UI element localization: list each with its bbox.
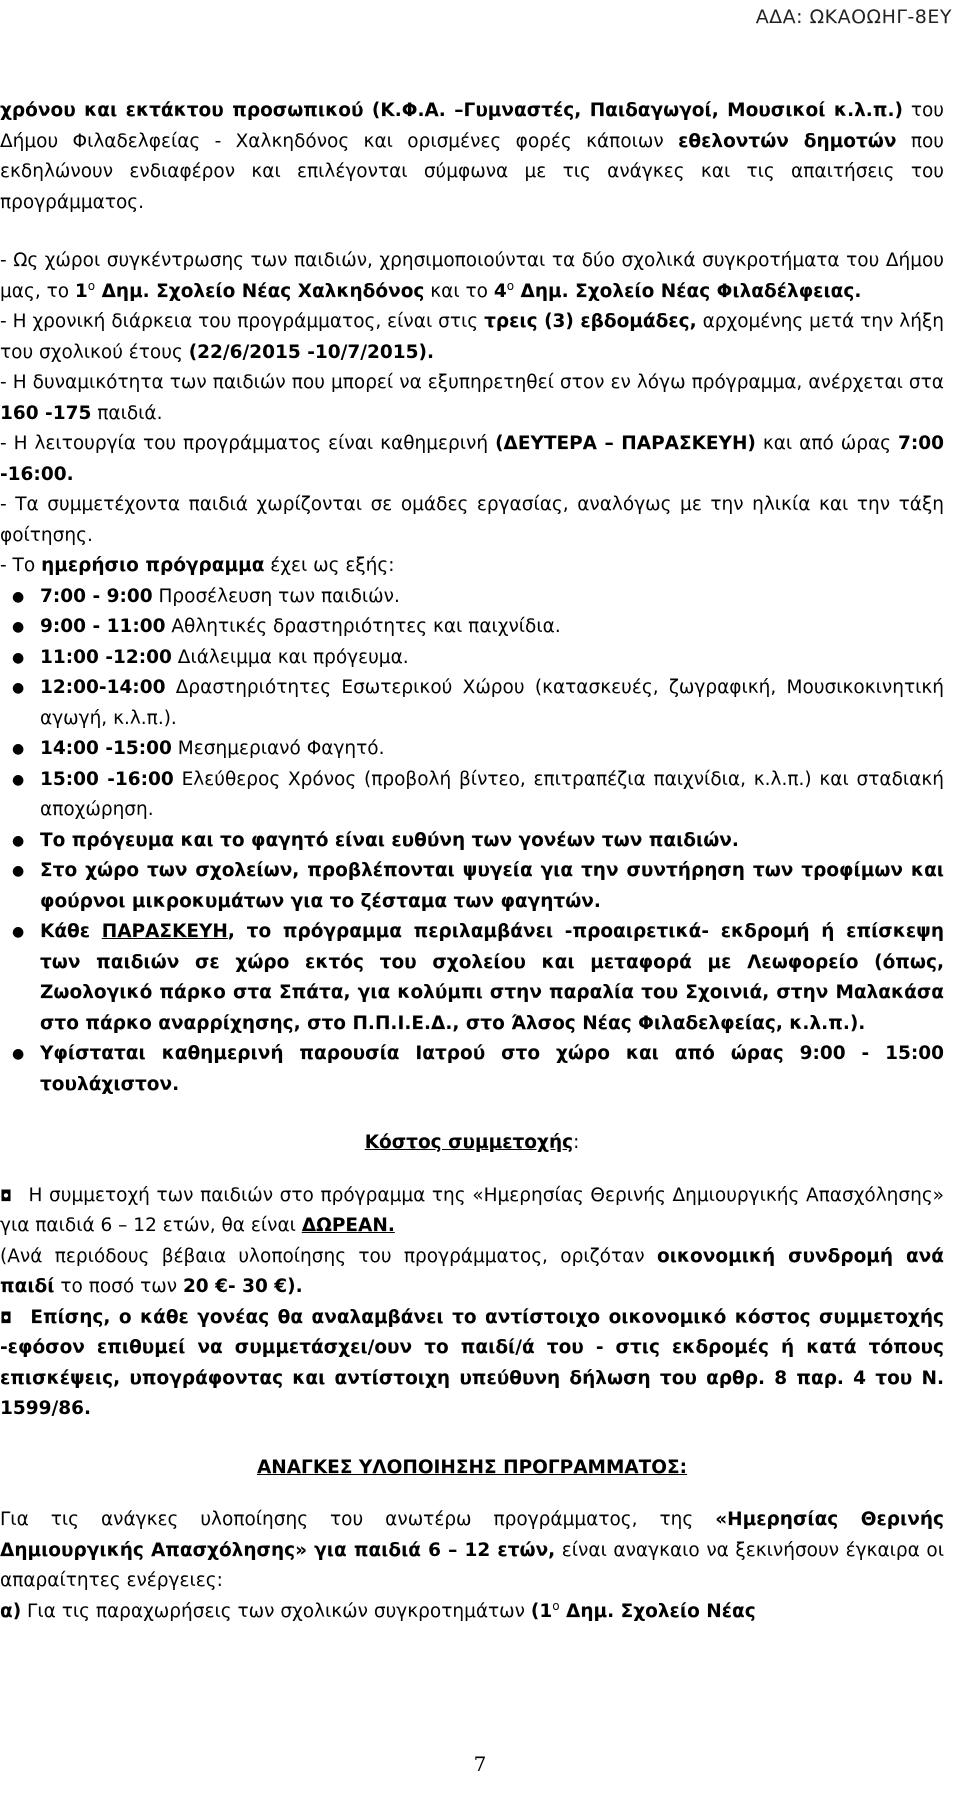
cost-paragraph-1: ◘ Η συμμετοχή των παιδιών στο πρόγραμμα της «Ημερησίας Θερινής Δημιουργικής Απασχόλησης» για παιδιά 6 – 12 ετών, θα είναι ΔΩΡΕΑΝ. (0, 1184, 944, 1236)
schedule-list (0, 582, 944, 1101)
list-item: ● Στο χώρο των σχολείων, προβλέπονται ψυγεία για την συντήρηση των τροφίμων και φούρνοι μικροκυμάτων για το ζέσταμα των φαγητών. (0, 856, 944, 917)
groups-paragraph: - Τα συμμετέχοντα παιδιά χωρίζονται σε ομάδες εργασίας, αναλόγως με την ηλικία και την τάξη φοίτησης. (0, 494, 944, 546)
spacer (0, 1425, 944, 1453)
needs-paragraph: Για τις ανάγκες υλοποίησης του ανωτέρω προγράμματος, της «Ημερησίας Θερινής Δημιουργικής Απασχόλησης» για παιδιά 6 – 12 ετών, είναι αναγκαιο να ξεκινήσουν έγκαιρα οι απαραίτητες ενέργειες: (0, 1509, 944, 1591)
list-item: ● 11:00 -12:00 Διάλειμμα και πρόγευμα. (0, 643, 944, 674)
cost-paragraph-2: (Ανά περιόδους βέβαια υλοποίησης του προγράμματος, οριζόταν οικονομική συνδρομή ανά παιδί το ποσό των 20 €- 30 €). (0, 1245, 944, 1297)
friday-label: ΠΑΡΑΣΚΕΥΗ (101, 921, 228, 942)
needs-item-a: α) Για τις παραχωρήσεις των σχολικών συγκροτημάτων ($1^o$ Δημ. Σχολείο Νέας (0, 1598, 756, 1622)
page-number: 7 (473, 1752, 487, 1776)
date-range: (22/6/2015 -10/7/2015). (188, 341, 434, 363)
school-1: Δημ. Σχολείο Νέας Χαλκηδόνος (95, 280, 425, 302)
list-item: ● 15:00 -16:00 Ελεύθερος Χρόνος (προβολή βίντεο, επιτραπέζια παιχνίδια, κ.λ.π.) και σταδιακή αποχώρηση. (0, 765, 944, 826)
list-item: ● 14:00 -15:00 Μεσημεριανό Φαγητό. (0, 734, 944, 765)
spacer (0, 1100, 944, 1128)
staff-types: χρόνου και εκτάκτου προσωπικού (Κ.Φ.Α. –Γυμναστές, Παιδαγωγοί, Μουσικοί κ.λ.π.) (0, 100, 903, 121)
spacer (0, 1483, 944, 1505)
daily-intro: - Το ημερήσιο πρόγραμμα έχει ως εξής: (0, 555, 395, 576)
list-item: ● Το πρόγευμα και το φαγητό είναι ευθύνη των γονέων των παιδιών. (0, 826, 944, 857)
list-item: ● 12:00-14:00 Δραστηριότητες Εσωτερικού Χώρου (κατασκευές, ζωγραφική, Μουσικοκινητική αγωγή, κ.λ.π.). (0, 673, 944, 734)
spacer (0, 218, 944, 246)
list-item: ● Υφίσταται καθημερινή παρουσία Ιατρού στο χώρο και από ώρας 9:00 - 15:00 τουλάχιστον. (0, 1039, 944, 1100)
list-item: ● Κάθε ΠΑΡΑΣΚΕΥΗ, το πρόγραμμα περιλαμβάνει -προαιρετικά- εκδρομή ή επίσκεψη των παιδιών σε χώρο εκτός του σχολείου και μεταφορά με Λεωφορείο (όπως, Ζωολογικό πάρκο στα Σπάτα, για κολύμπι στην παραλία του Σχοινιά, στην Μαλακάσα στο πάρκο αναρρίχησης, στο Π.Π.Ι.Ε.Δ., στο Άλσος Νέας Φιλαδελφείας, κ.λ.π.). (0, 917, 944, 1039)
capacity-paragraph: - Η δυναμικότητα των παιδιών που μπορεί να εξυπηρετηθεί στον εν λόγω πρόγραμμα, ανέρχεται στα 160 -175 παιδιά. (0, 372, 944, 424)
venues-paragraph: - Ως χώροι συγκέντρωσης των παιδιών, χρησιμοποιούνται τα δύο σχολικά συγκροτήματα του Δήμου μας, το $1^o$ Δημ. Σχολείο Νέας Χαλκηδόνος και το $4^o$ Δημ. Σχολείο Νέας Φιλαδέλφειας. (0, 250, 944, 302)
intro-paragraph: χρόνου και εκτάκτου προσωπικού (Κ.Φ.Α. –Γυμναστές, Παιδαγωγοί, Μουσικοί κ.λ.π.) του Δήμου Φιλαδελφείας - Χαλκηδόνος και ορισμένες φορές κάποιων εθελοντών δημοτών που εκδηλώνουν ενδιαφέρον και επιλέγονται σύμφωνα με τις ανάγκες και τις απαιτήσεις του προγράμματος. (0, 100, 945, 213)
cost-heading: Κόστος συμμετοχής: (364, 1132, 580, 1153)
square-bullet-icon: ◘ (0, 1308, 12, 1327)
cost-paragraph-3: ◘ Επίσης, ο κάθε γονέας θα αναλαμβάνει το αντίστοιχο οικονομικό κόστος συμμετοχής -εφόσον επιθυμεί να συμμετάσχει/ουν το παιδί/ά του - στις εκδρομές ή κατά τόπους επισκέψεις, υπογράφοντας και αντίστοιχη υπεύθυνη δήλωση του αρθρ. 8 παρ. 4 του Ν. 1599/86. (0, 1306, 944, 1419)
school-4: Δημ. Σχολείο Νέας Φιλαδέλφειας. (514, 280, 862, 302)
operation-paragraph: - Η λειτουργία του προγράμματος είναι καθημερινή (ΔΕΥΤΕΡΑ – ΠΑΡΑΣΚΕΥΗ) και από ώρας 7:00 -16:00. (0, 433, 944, 485)
document-body (0, 96, 944, 1627)
ada-code: ΑΔΑ: ΩΚΑΟΩΗΓ-8ΕΥ (755, 6, 952, 28)
list-item: ● 7:00 - 9:00 Προσέλευση των παιδιών. (0, 582, 944, 613)
needs-heading: ΑΝΑΓΚΕΣ ΥΛΟΠΟΙΗΣΗΣ ΠΡΟΓΡΑΜΜΑΤΟΣ: (256, 1456, 688, 1478)
square-bullet-icon: ◘ (0, 1186, 12, 1205)
volunteers: εθελοντών δημοτών (678, 130, 897, 152)
free-label: ΔΩΡΕΑΝ. (301, 1215, 395, 1236)
list-item: ● 9:00 - 11:00 Αθλητικές δραστηριότητες και παιχνίδια. (0, 612, 944, 643)
duration-paragraph: - Η χρονική διάρκεια του προγράμματος, είναι στις τρεις (3) εβδομάδες, αρχομένης μετά την λήξη του σχολικού έτους (22/6/2015 -10/7/2015). (0, 311, 944, 363)
spacer (0, 1159, 944, 1181)
